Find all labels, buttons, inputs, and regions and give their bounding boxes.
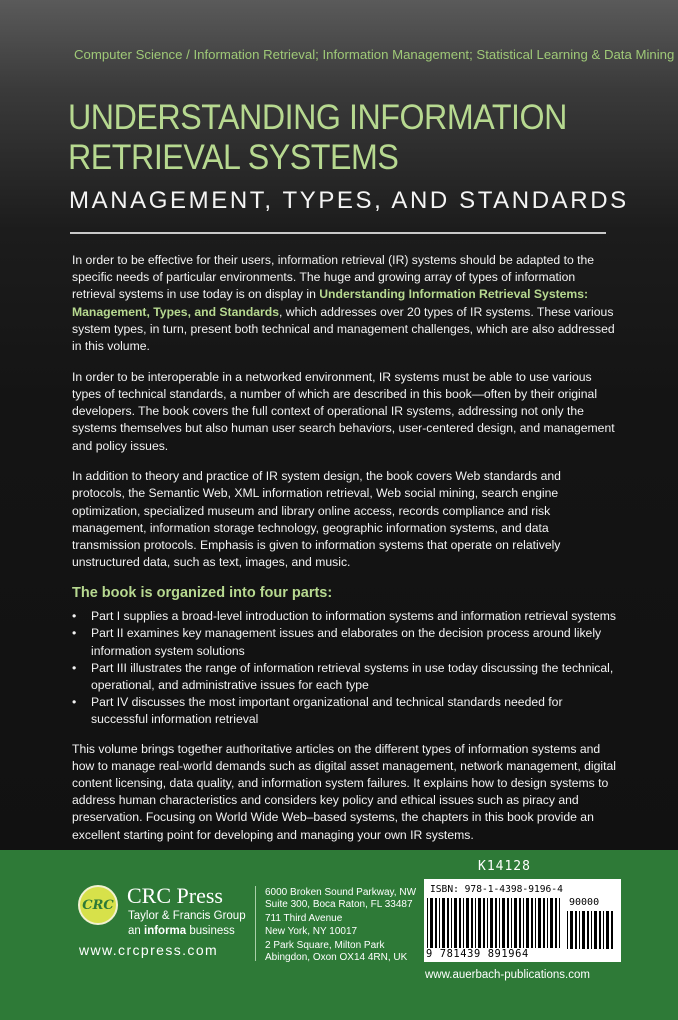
barcode-bar (547, 898, 548, 948)
barcode-bar (487, 898, 488, 948)
paragraph-1-book-title: Understanding Information Retrieval Systems: Management, Types, and Standards (72, 287, 589, 319)
barcode-bar (603, 911, 604, 949)
list-item-text: Part II examines key management issues and elaborates on the decision process around likely information system solutions (91, 626, 602, 658)
list-item (72, 694, 617, 728)
publisher-website[interactable]: www.crcpress.com (79, 942, 219, 958)
barcode-bar (442, 898, 445, 948)
barcode-bar (430, 898, 433, 948)
bullet-icon: • (72, 626, 77, 641)
paragraph-1-text-a: In order to be effective for their users, information retrieval (IR) systems should be adapted to the specific needs of particular environments. The huge and growing array of types of information retrieval systems in use today is on display in (72, 253, 595, 302)
barcode-bar (447, 898, 449, 948)
barcode-bar (579, 911, 580, 949)
barcode-panel (424, 879, 621, 962)
barcode-bar (507, 898, 509, 948)
category-line: Computer Science / Information Retrieval; Information Management; Statistical Learning & Data Mining (74, 47, 675, 62)
barcode-bar (594, 911, 597, 949)
barcode-bar (439, 898, 440, 948)
barcode-bar (535, 898, 536, 948)
publisher-group: Taylor & Francis Group (128, 910, 246, 922)
price-code: 90000 (569, 897, 600, 908)
barcode-bar (555, 898, 557, 948)
address-line: 6000 Broken Sound Parkway, NW (265, 887, 417, 898)
tagline-business: business (186, 925, 235, 937)
crc-logo-icon (78, 885, 118, 925)
tagline-informa: informa (144, 925, 187, 937)
book-title (68, 98, 583, 178)
list-item-text: Part IV discusses the most important organizational and technical standards needed for successful information retrieval (91, 695, 563, 727)
barcode-bar (567, 911, 568, 949)
paragraph-1-text-b: , which addresses over 20 types of IR systems. These various system types, in turn, present both technical and management challenges, which are also addressed in this volume. (72, 304, 615, 354)
barcode-bar (611, 911, 613, 949)
bullet-icon: • (72, 609, 77, 624)
ean-number: 9 781439 891964 (426, 948, 529, 960)
paragraph-3: In addition to theory and practice of IR system design, the book covers Web standards and protocols, the Semantic Web, XML information retrieval, Web social mining, search engine optimization, specialized museum and library online access, records compliance and risk management, information storage technology, geographic information systems, and data transmission protocols. Emphasis is given to information systems that operate on relatively unstructured data, such as text, images, and music. (72, 469, 561, 570)
logo-text: CRC (82, 897, 114, 913)
barcode-bar (451, 898, 452, 948)
barcode-bar (559, 898, 560, 948)
book-title-line-2: RETRIEVAL SYSTEMS (68, 138, 399, 177)
barcode-bar (519, 898, 521, 948)
barcode-bar (435, 898, 437, 948)
barcode-bar (471, 898, 473, 948)
auerbach-website[interactable]: www.auerbach-publications.com (425, 969, 590, 981)
address-line: Suite 300, Boca Raton, FL 33487 (265, 899, 413, 911)
barcode-bar (575, 911, 577, 949)
barcode-bar (570, 911, 573, 949)
paragraph-4: This volume brings together authoritative articles on the different types of information systems and how to manage real-world demands such as digital asset management, network management, digital content licensing, data quality, and information system failures. It explains how to design systems to address human characteristics and considers key policy and ethical issues such as piracy and preservation. Focusing on World Wide Web–based systems, the chapters in this book provide an excellent starting point for developing and managing your own IR systems. (72, 741, 616, 842)
barcode-bar (538, 898, 541, 948)
barcode-bar (495, 898, 497, 948)
address-line: 2 Park Square, Milton Park (265, 939, 385, 951)
parts-heading: The book is organized into four parts: (72, 584, 333, 601)
barcode-bar (466, 898, 469, 948)
title-divider (70, 232, 606, 234)
tagline-an: an (128, 925, 144, 937)
barcode-bar (514, 898, 517, 948)
barcode-bar (490, 898, 493, 948)
barcode-bar (531, 898, 533, 948)
book-subtitle: MANAGEMENT, TYPES, AND STANDARDS (69, 187, 629, 214)
barcode-bar (599, 911, 601, 949)
publisher-name: CRC Press (127, 883, 223, 908)
description (72, 252, 617, 857)
list-item-text: Part III illustrates the range of information retrieval systems in use today discussing the technical, operational, and administrative issues for each type (91, 660, 614, 692)
barcode-bar (523, 898, 524, 948)
parts-list (72, 608, 617, 728)
bullet-icon: • (72, 660, 77, 675)
paragraph-2: In order to be interoperable in a networked environment, IR systems must be able to use various types of technical standards, a number of which are described in this book—often by their original developers. The book covers the full context of operational IR systems, addressing not only the systems themselves but also human user search behaviors, user-centered design, and management and policy issues. (72, 369, 615, 453)
barcode-bar (463, 898, 464, 948)
barcode-bar (550, 898, 553, 948)
barcode-bar (502, 898, 505, 948)
address-line: Abingdon, Oxon OX14 4RN, UK (265, 951, 408, 963)
barcode-bar (475, 898, 476, 948)
book-title-line-1: UNDERSTANDING INFORMATION (68, 98, 567, 137)
product-code: K14128 (478, 859, 531, 874)
barcode-bar (606, 911, 609, 949)
publisher-footer (0, 850, 678, 1020)
publisher-tagline (128, 925, 235, 937)
barcode-bar (499, 898, 500, 948)
barcode-bar (454, 898, 457, 948)
address-line: New York, NY 10017 (265, 925, 358, 937)
barcode-bar (483, 898, 485, 948)
isbn-label: ISBN: 978-1-4398-9196-4 (430, 884, 563, 895)
list-item-text: Part I supplies a broad-level introduction to information systems and information retrieval systems (91, 609, 616, 624)
list-item (72, 608, 617, 625)
barcode-bar (511, 898, 512, 948)
barcode-bar (582, 911, 585, 949)
barcode-bar (459, 898, 461, 948)
paragraph-1 (72, 252, 617, 355)
price-barcode-icon (567, 911, 615, 949)
list-item (72, 660, 617, 694)
barcode-bar (587, 911, 589, 949)
barcode-bar (526, 898, 529, 948)
list-item (72, 625, 617, 659)
footer-divider (255, 886, 256, 961)
address-line: 711 Third Avenue (265, 913, 343, 925)
barcode-bar (478, 898, 481, 948)
barcode-bar (543, 898, 545, 948)
bullet-icon: • (72, 695, 77, 710)
barcode-bar (427, 898, 428, 948)
publisher-address (265, 887, 416, 964)
ean-barcode-icon (427, 898, 563, 948)
barcode-bar (591, 911, 592, 949)
